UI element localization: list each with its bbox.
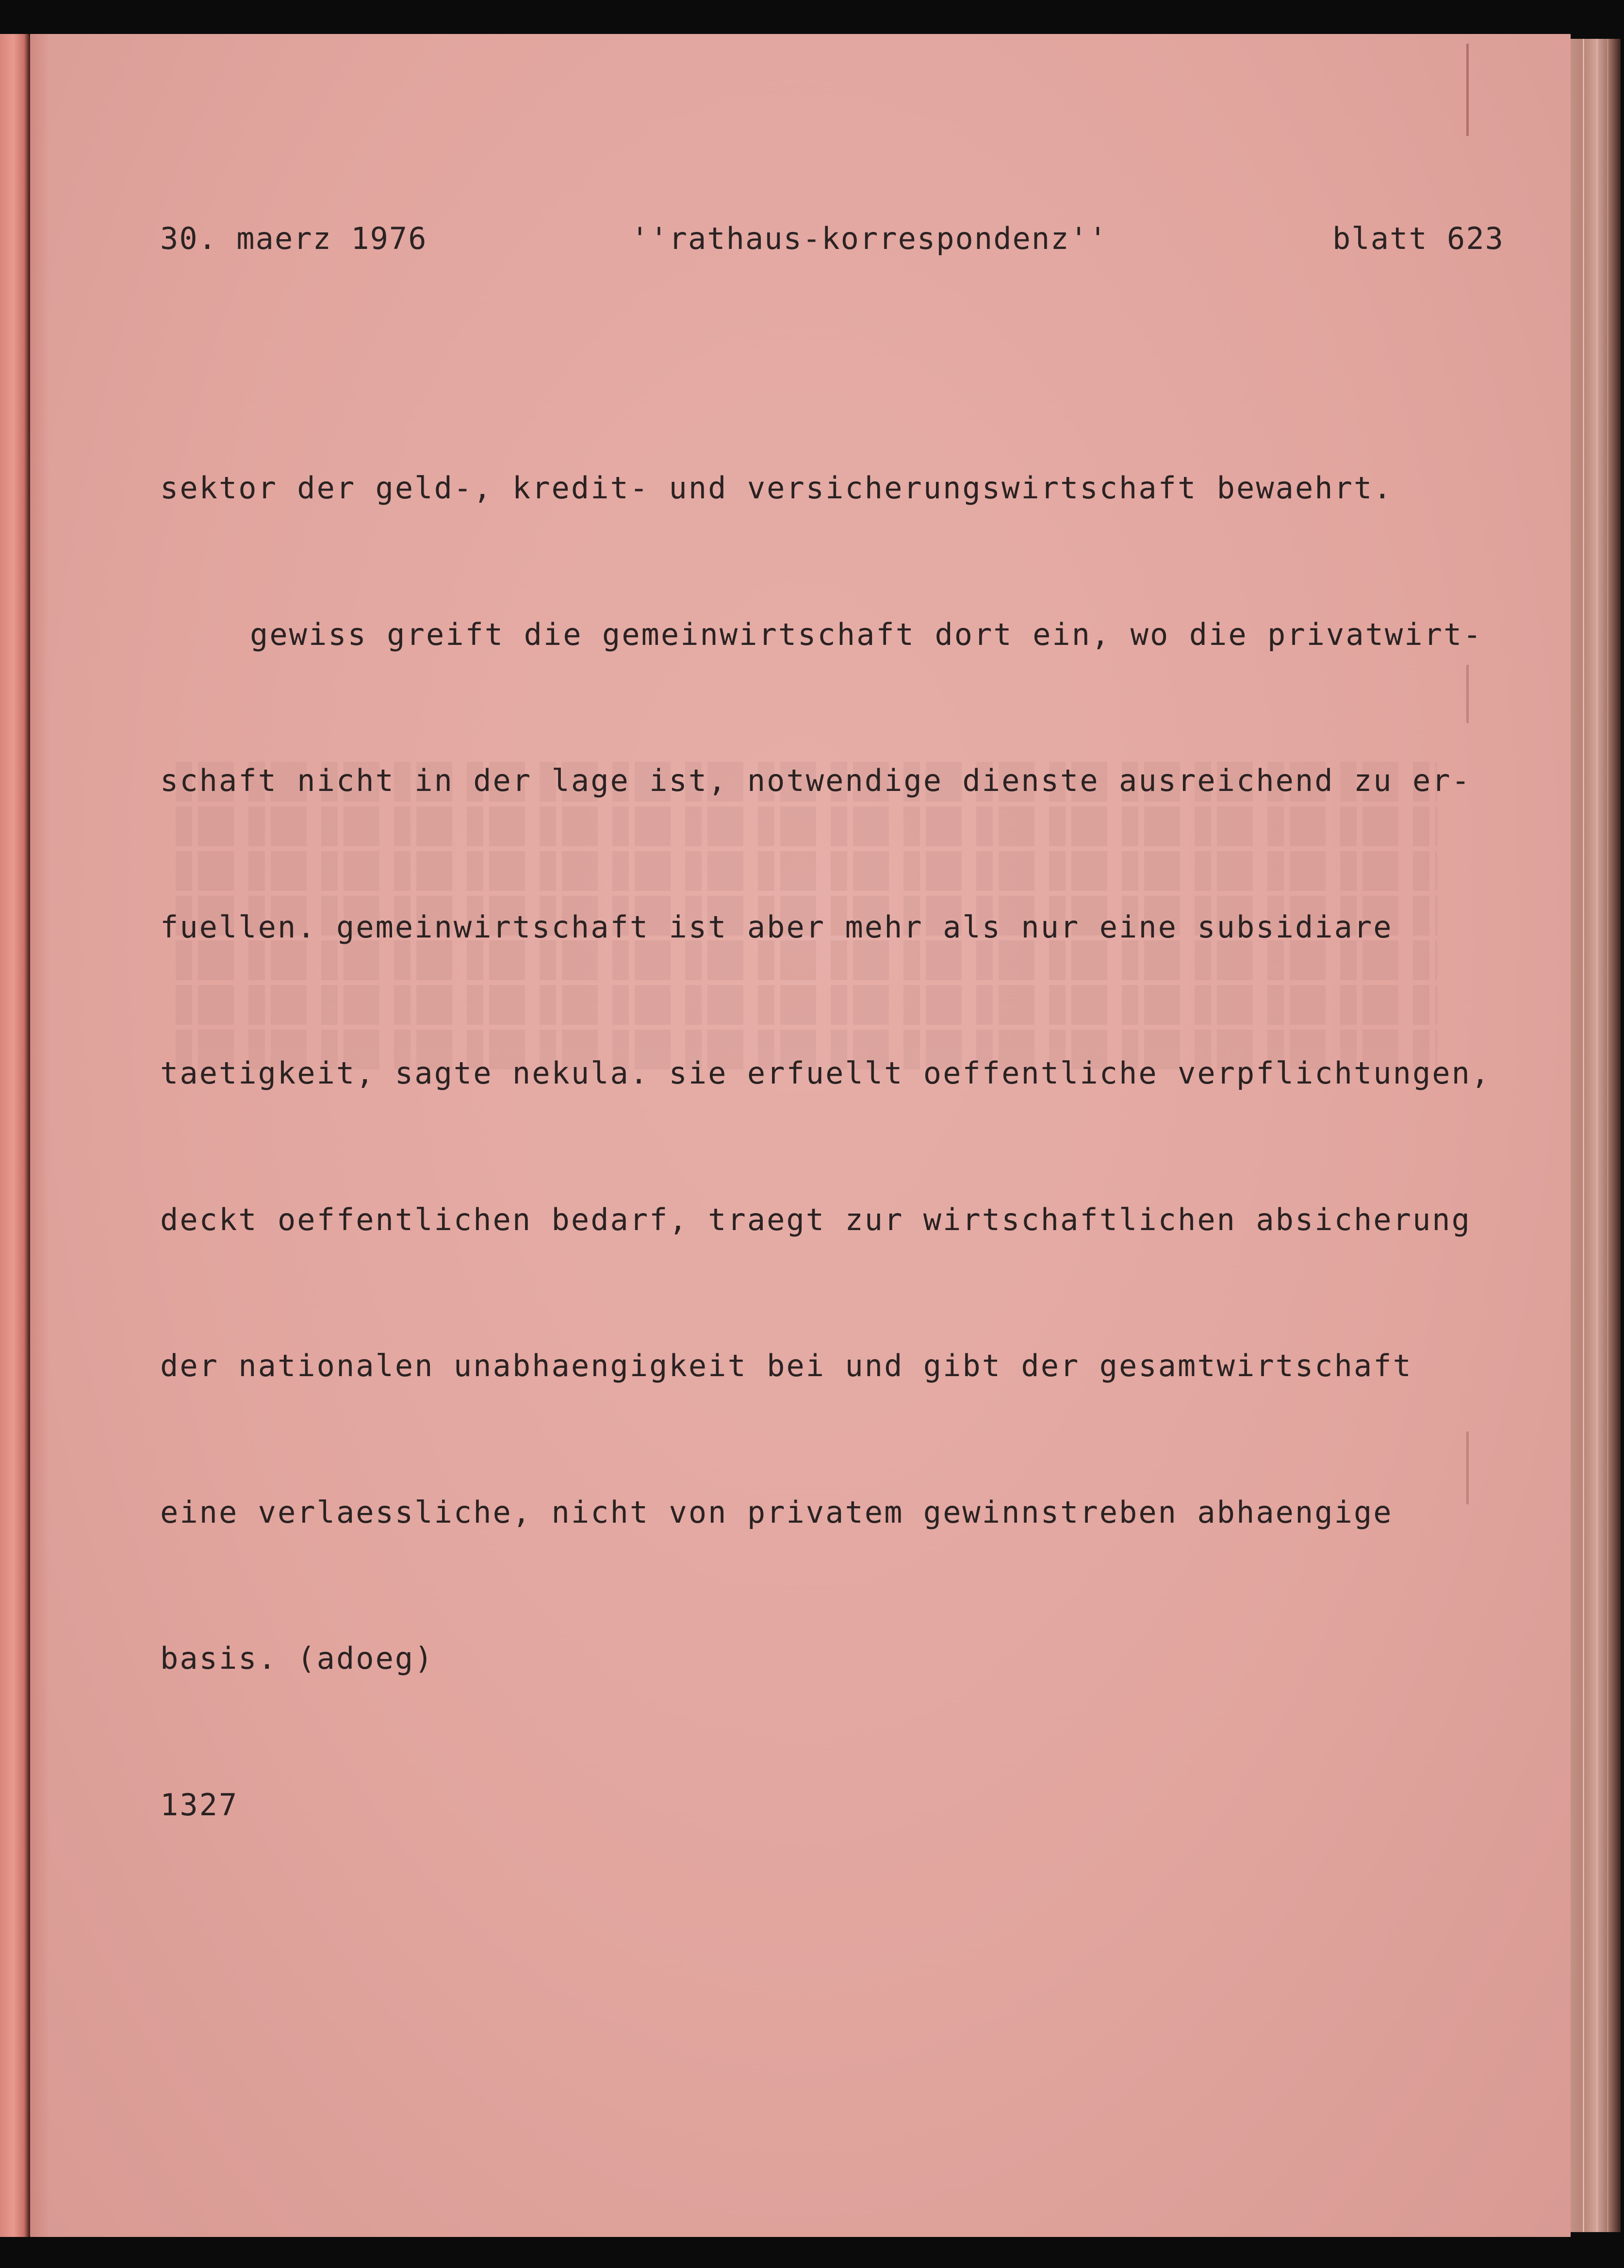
document-page: [30, 34, 1571, 2237]
margin-mark: [1466, 1431, 1469, 1504]
page-stack-edge: [1567, 39, 1621, 2232]
text-line: eine verlaessliche, nicht von privatem gewinnstreben abhaengige: [160, 1494, 1393, 1530]
margin-mark: [1466, 44, 1469, 136]
left-page-edge: [0, 34, 30, 2237]
header-date: 30. maerz 1976: [160, 221, 427, 256]
text-line: gewiss greift die gemeinwirtschaft dort ein, wo die privatwirt-: [250, 616, 1483, 652]
page-edge-line: [1583, 39, 1584, 2232]
text-line: deckt oeffentlichen bedarf, traegt zur wirtschaftlichen absicherung: [160, 1201, 1471, 1237]
page-edge-line: [1596, 39, 1598, 2232]
margin-mark: [1466, 665, 1469, 723]
text-line: fuellen. gemeinwirtschaft ist aber mehr als nur eine subsidiare: [160, 909, 1393, 945]
text-line: basis. (adoeg): [160, 1641, 434, 1676]
reference-number: 1327: [160, 1787, 239, 1823]
body-text: [160, 366, 1519, 1927]
text-line: der nationalen unabhaengigkeit bei und gibt der gesamtwirtschaft: [160, 1348, 1412, 1383]
text-line: sektor der geld-, kredit- und versicherungswirtschaft bewaehrt.: [160, 470, 1393, 506]
text-line: schaft nicht in der lage ist, notwendige dienste ausreichend zu er-: [160, 763, 1471, 798]
header-sheet-number: blatt 623: [1332, 221, 1504, 256]
header-publication: ''rathaus-korrespondenz'': [631, 221, 1108, 256]
page-header: [160, 221, 1504, 260]
page-edge-line: [1607, 39, 1608, 2232]
text-line: taetigkeit, sagte nekula. sie erfuellt oeffentliche verpflichtungen,: [160, 1055, 1491, 1091]
